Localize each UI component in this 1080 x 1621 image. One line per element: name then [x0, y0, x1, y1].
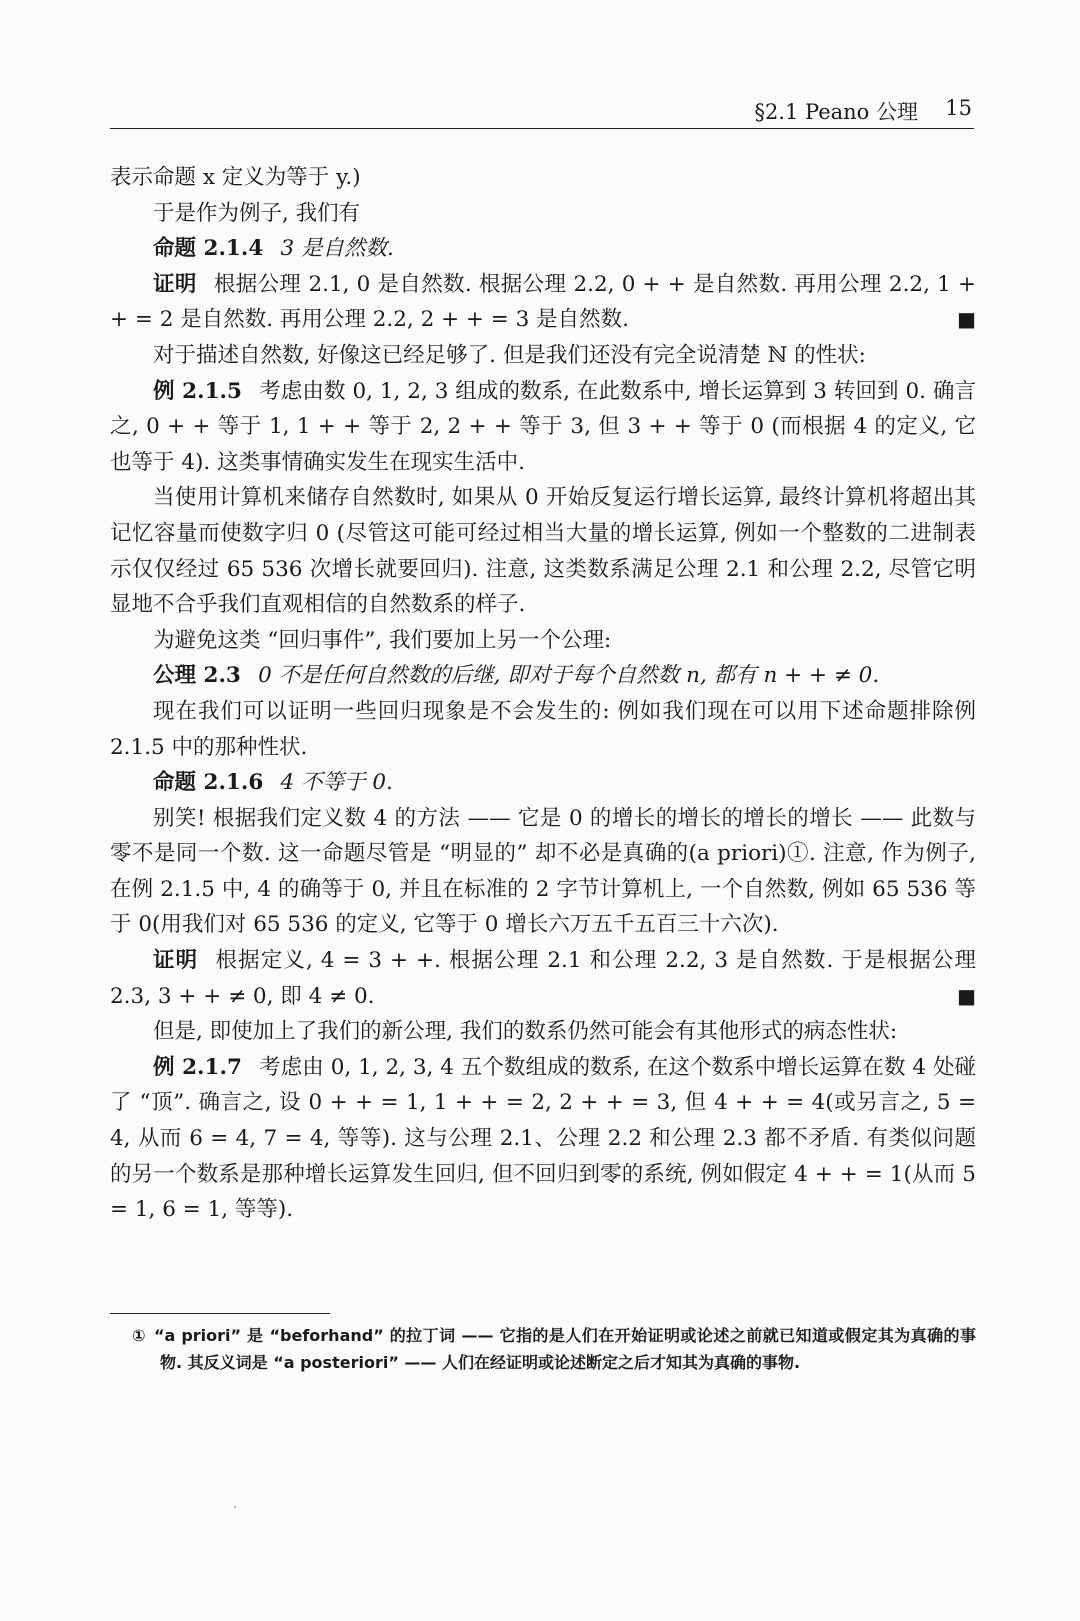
footnote-divider	[110, 1313, 330, 1314]
running-header	[110, 94, 974, 129]
proof-1	[110, 267, 976, 338]
proof-label: 证明	[153, 948, 199, 974]
paragraph: 对于描述自然数, 好像这已经足够了. 但是我们还没有完全说清楚 ℕ 的性状:	[153, 342, 866, 368]
paragraph: 为避免这类 “回归事件”, 我们要加上另一个公理:	[153, 627, 612, 653]
example-2-1-5	[110, 374, 976, 481]
proposition-label: 命题 2.1.4	[153, 236, 264, 262]
main-text	[110, 160, 976, 1228]
proposition-2-1-6	[110, 765, 976, 801]
footnote-mark: ①	[132, 1326, 146, 1345]
qed-mark: ■	[957, 983, 976, 1008]
scan-speck	[234, 1506, 236, 1508]
example-label: 例 2.1.5	[153, 378, 242, 404]
example-label: 例 2.1.7	[153, 1054, 242, 1080]
proof-2	[110, 943, 976, 1014]
proposition-label: 命题 2.1.6	[153, 770, 264, 796]
example-text: 考虑由数 0, 1, 2, 3 组成的数系, 在此数系中, 增长运算到 3 转回到 0. 确言之, 0 + + 等于 1, 1 + + 等于 2, 2 + + 等于 3, 但 3 + + 等于 0 (而根据 4 的定义, 它也等于 4). 这类事情确实发生在现实生活中.	[110, 378, 976, 475]
paragraph: 于是作为例子, 我们有	[153, 200, 361, 226]
footnote	[132, 1322, 976, 1376]
axiom-2-3	[110, 658, 976, 694]
proposition-text: 4 不等于 0.	[280, 770, 393, 796]
paragraph: 现在我们可以证明一些回归现象是不会发生的: 例如我们现在可以用下述命题排除例 2.1.5 中的那种性状.	[110, 698, 976, 760]
proof-label: 证明	[153, 271, 197, 297]
paragraph: 别笑! 根据我们定义数 4 的方法 —— 它是 0 的增长的增长的增长的增长 —— 此数与零不是同一个数. 这一命题尽管是 “明显的” 却不必是真确的(a priori)①. 注意, 作为例子, 在例 2.1.5 中, 4 的确等于 0, 并且在标准的 2 字节计算机上, 一个自然数, 例如 65 536 等于 0(用我们对 65 536 的定义, 它等于 0 增长六万五千五百三十六次).	[110, 805, 976, 938]
proposition-text: 3 是自然数.	[280, 236, 394, 262]
paragraph: 表示命题 x 定义为等于 y.)	[110, 165, 361, 190]
proof-text: 根据公理 2.1, 0 是自然数. 根据公理 2.2, 0 + + 是自然数. 再用公理 2.2, 1 + + = 2 是自然数. 再用公理 2.2, 2 + + = 3 是自然数.	[110, 271, 976, 333]
axiom-text: 0 不是任何自然数的后继, 即对于每个自然数 n, 都有 n + + ≠ 0.	[258, 663, 880, 689]
qed-mark: ■	[957, 307, 976, 332]
section-title: §2.1 Peano 公理	[754, 100, 918, 124]
page-number: 15	[945, 96, 972, 120]
paragraph: 当使用计算机来储存自然数时, 如果从 0 开始反复运行增长运算, 最终计算机将超出其记忆容量而使数字归 0 (尽管这可能可经过相当大量的增长运算, 例如一个整数的二进制表示仅仅经过 65 536 次增长就要回归). 注意, 这类数系满足公理 2.1 和公理 2.2, 尽管它明显地不合乎我们直观相信的自然数系的样子.	[110, 485, 976, 618]
footnote-text: “a priori” 是 “beforhand” 的拉丁词 —— 它指的是人们在开始证明或论述之前就已知道或假定其为真确的事物. 其反义词是 “a posteriori” —— 人们在经证明或论述断定之后才知其为真确的事物.	[154, 1326, 976, 1372]
proof-text: 根据定义, 4 = 3 + +. 根据公理 2.1 和公理 2.2, 3 是自然数. 于是根据公理 2.3, 3 + + ≠ 0, 即 4 ≠ 0.	[110, 948, 976, 1009]
proposition-2-1-4	[110, 231, 976, 267]
example-text: 考虑由 0, 1, 2, 3, 4 五个数组成的数系, 在这个数系中增长运算在数 4 处碰了 “顶”. 确言之, 设 0 + + = 1, 1 + + = 2, 2 + + = 3, 但 4 + + = 4(或另言之, 5 = 4, 从而 6 = 4, 7 = 4, 等等). 这与公理 2.1、公理 2.2 和公理 2.3 都不矛盾. 有类似问题的另一个数系是那种增长运算发生回归, 但不回归到零的系统, 例如假定 4 + + = 1(从而 5 = 1, 6 = 1, 等等).	[110, 1054, 976, 1223]
example-2-1-7	[110, 1050, 976, 1228]
axiom-label: 公理 2.3	[153, 663, 241, 689]
paragraph: 但是, 即使加上了我们的新公理, 我们的数系仍然可能会有其他形式的病态性状:	[153, 1019, 898, 1045]
